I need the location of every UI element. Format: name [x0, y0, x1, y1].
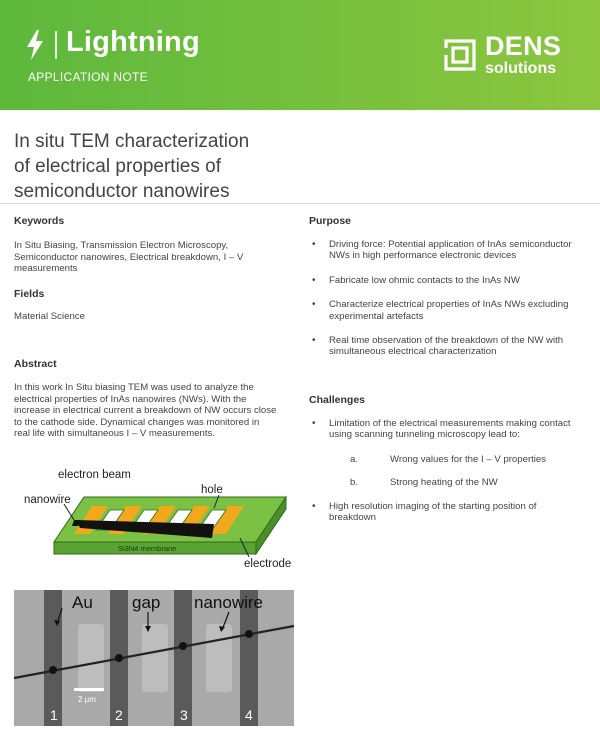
list-item: • Real time observation of the breakdown of the NW with simultaneous electrical characterization	[312, 335, 564, 358]
label-gap: gap	[132, 593, 161, 612]
challenges-heading: Challenges	[309, 394, 366, 406]
label-nanowire-tem: nanowire	[194, 593, 263, 612]
electrode-number: 2	[115, 707, 123, 723]
label-hole: hole	[201, 484, 223, 496]
section-divider	[0, 203, 600, 204]
abstract-line: to the cathode side. Dynamical changes was monitored in	[14, 416, 260, 428]
label-electron-beam: electron beam	[58, 469, 131, 481]
electrode-number: 4	[245, 707, 253, 723]
scale-bar-label: 2 µm	[78, 695, 96, 704]
header-banner	[0, 0, 600, 110]
document-type: APPLICATION NOTE	[28, 70, 148, 84]
abstract-line: increase in electrical current a breakdown of NW occurs close	[14, 405, 277, 416]
keywords-line: measurements	[14, 263, 78, 274]
title-line: semiconductor nanowires	[14, 181, 230, 202]
page-title	[14, 129, 314, 204]
label-membrane: Si3N4 membrane	[118, 544, 177, 553]
dens-logo-icon	[441, 36, 479, 74]
logo-subtitle: solutions	[485, 60, 557, 77]
abstract-line: real life with simultaneous I – V measurements.	[14, 428, 216, 439]
label-nanowire: nanowire	[24, 494, 71, 506]
title-line: In situ TEM characterization	[14, 131, 250, 152]
keywords-heading: Keywords	[14, 215, 65, 227]
logo-name: DENS	[485, 31, 562, 61]
keywords-line: Semiconductor nanowires, Electrical breakdown, I – V	[14, 251, 244, 263]
sub-item: b. Strong heating of the NW	[350, 477, 498, 488]
schematic-figure	[14, 462, 314, 580]
brand-name: Lightning	[66, 26, 200, 58]
tem-micrograph	[14, 590, 294, 726]
challenges-list	[312, 418, 597, 454]
purpose-list	[312, 239, 597, 371]
challenges-list-2	[312, 501, 597, 537]
abstract-heading: Abstract	[14, 358, 57, 370]
lightning-bolt-icon	[24, 30, 46, 60]
abstract-line: electrical properties of InAs nanowires (NWs). With the	[14, 393, 247, 405]
electrode-number: 3	[180, 707, 188, 723]
fields-heading: Fields	[14, 288, 45, 300]
sub-item: a. Wrong values for the I – V properties	[350, 454, 547, 465]
title-line: of electrical properties of	[14, 156, 221, 177]
electrode-number: 1	[50, 707, 58, 723]
abstract-line: In this work In Situ biasing TEM was used to analyze the	[14, 382, 254, 393]
purpose-heading: Purpose	[309, 215, 352, 227]
list-item: • Limitation of the electrical measurements making contact using scanning tunneling microscopy lead to:	[312, 418, 571, 441]
list-item: • Fabricate low ohmic contacts to the InAs NW	[312, 274, 520, 286]
label-au: Au	[72, 593, 93, 612]
fields-text: Material Science	[14, 311, 85, 322]
header-separator	[55, 31, 57, 59]
list-item: • High resolution imaging of the starting position of breakdown	[312, 501, 537, 524]
list-item: • Characterize electrical properties of InAs NWs excluding experimental artefacts	[312, 299, 569, 322]
label-electrode: electrode	[244, 558, 292, 570]
keywords-line: In Situ Biasing, Transmission Electron Microscopy,	[14, 240, 229, 251]
list-item: • Driving force: Potential application of InAs semiconductor NWs in high performance electronic devices	[312, 239, 572, 262]
